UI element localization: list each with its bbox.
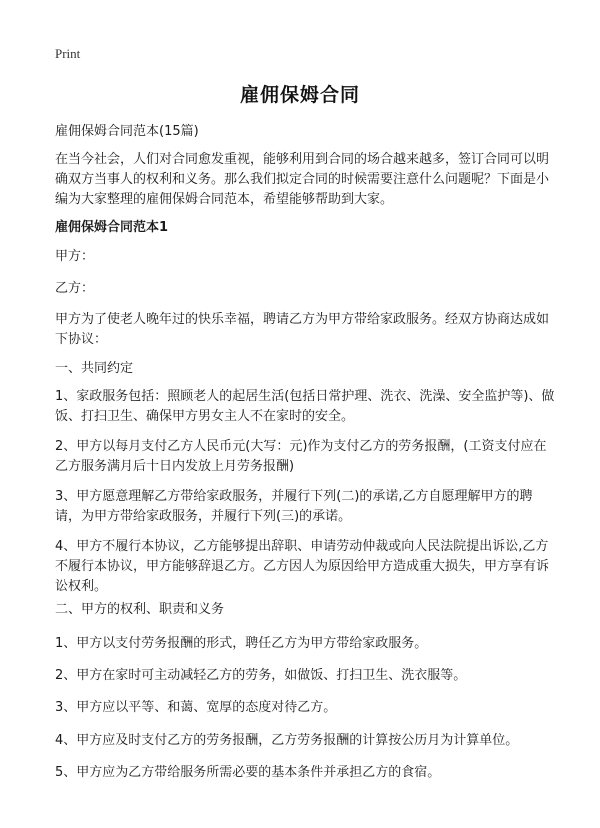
part1-heading: 一、共同约定 — [55, 361, 134, 376]
clause-item: 4、甲方应及时支付乙方的劳务报酬，乙方劳务报酬的计算按公历月为计算单位。 — [55, 733, 519, 748]
document-subtitle: 雇佣保姆合同范本(15篇) — [55, 124, 199, 139]
intro-paragraph: 在当今社会，人们对合同愈发重视，能够利用到合同的场合越来越多，签订合同可以明确双方当事人的权利和义务。那么我们拟定合同的时候需要注意什么问题呢？下面是小编为大家整理的雇佣保姆合同范本，希望能够帮助到大家。 — [55, 152, 550, 207]
party-a-line: 甲方： — [55, 249, 95, 264]
clause-item: 5、甲方应为乙方带给服务所需必要的基本条件并承担乙方的食宿。 — [55, 765, 441, 780]
clause-item: 3、甲方应以平等、和蔼、宽厚的态度对待乙方。 — [55, 700, 337, 715]
clause-item: 3、甲方愿意理解乙方带给家政服务，并履行下列(二)的承诺,乙方自愿理解甲方的聘请，为甲方带给家政服务，并履行下列(三)的承诺。 — [55, 489, 533, 524]
page-title: 雇佣保姆合同 — [239, 84, 360, 106]
part2-heading: 二、甲方的权利、职责和义务 — [55, 602, 225, 617]
clause-item: 2、甲方以每月支付乙方人民币元(大写：元)作为支付乙方的劳务报酬，(工资支付应在乙方服务满月后十日内发放上月劳务报酬) — [55, 439, 547, 474]
print-link[interactable]: Print — [55, 46, 81, 61]
clause-item: 4、甲方不履行本协议，乙方能够提出辞职、申请劳动仲裁或向人民法院提出诉讼,乙方不履行本协议，甲方能够辞退乙方。乙方因人为原因给甲方造成重大损失，甲方享有诉讼权利。 — [55, 539, 550, 594]
party-b-line: 乙方： — [55, 281, 95, 296]
clause-item: 2、甲方在家时可主动减轻乙方的劳务，如做饭、打扫卫生、洗衣服等。 — [55, 668, 467, 683]
clause-item: 1、家政服务包括：照顾老人的起居生活(包括日常护理、洗衣、洗澡、安全监护等)、做饭、打扫卫生、确保甲方男女主人不在家时的安全。 — [55, 389, 555, 424]
clause-item: 1、甲方以支付劳务报酬的形式，聘任乙方为甲方带给家政服务。 — [55, 636, 428, 651]
section-heading: 雇佣保姆合同范本1 — [55, 220, 169, 235]
preamble-paragraph: 甲方为了使老人晚年过的快乐幸福，聘请乙方为甲方带给家政服务。经双方协商达成如下协议： — [55, 312, 550, 347]
